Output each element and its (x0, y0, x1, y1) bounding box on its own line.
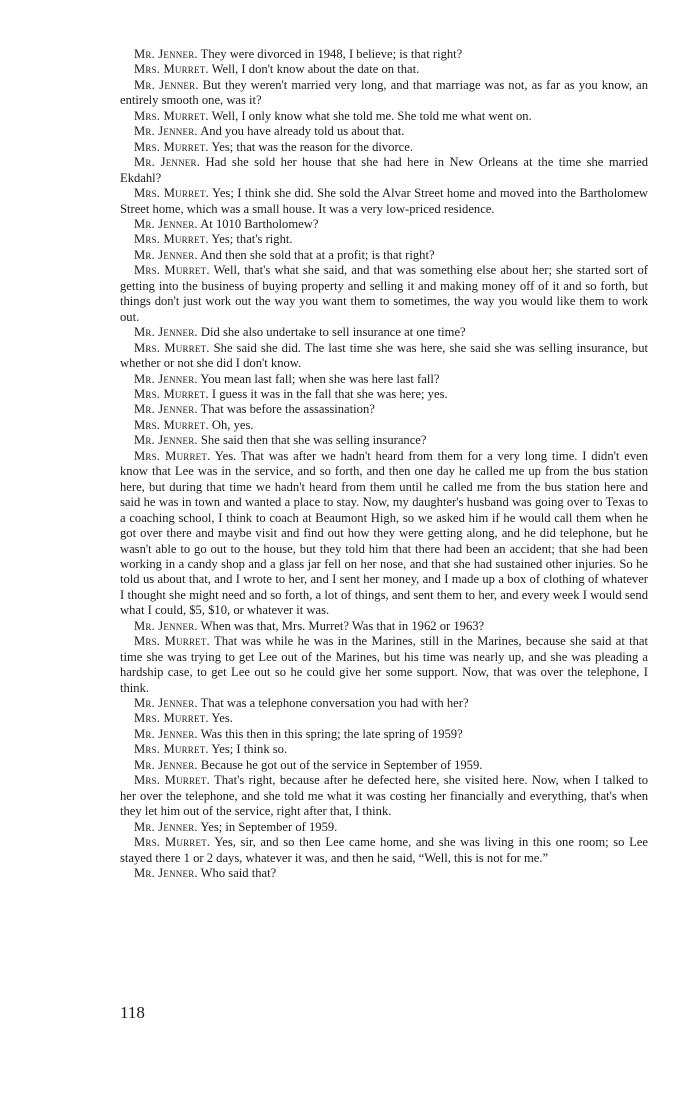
statement-text: Who said that? (197, 866, 277, 881)
statement-text: And then she sold that at a profit; is that right? (197, 247, 435, 262)
speaker-label: Mr. Jenner. (134, 402, 198, 417)
testimony-paragraph (120, 773, 648, 819)
testimony-paragraph (120, 325, 648, 340)
page-number: 118 (120, 1003, 145, 1022)
speaker-label: Mrs. Murret. (134, 742, 209, 757)
speaker-label: Mrs. Murret. (134, 186, 210, 201)
statement-text: But they weren't married very long, and that marriage was not, as far as you know, an entirely smooth one, was it? (120, 77, 649, 108)
statement-text: That's right, because after he defected here, she visited here. Now, when I talked to her over the telephone, and she told me what it was costing her financially and everything, that's when they let him out of the service, right after that, I think. (120, 773, 648, 819)
speaker-label: Mr. Jenner. (134, 325, 198, 340)
testimony-paragraph (120, 449, 648, 619)
testimony-paragraph (120, 140, 648, 155)
statement-text: Yes. (208, 711, 233, 726)
testimony-text (120, 47, 648, 881)
testimony-paragraph (120, 418, 648, 433)
statement-text: Yes; that's right. (208, 232, 293, 247)
statement-text: Yes, sir, and so then Lee came home, and she was living in this one room; so Lee stayed there 1 or 2 days, whatever it was, and then he said, “Well, this is not for me.” (120, 835, 648, 865)
speaker-label: Mr. Jenner. (134, 247, 198, 262)
testimony-paragraph (120, 263, 648, 325)
statement-text: They were divorced in 1948, I believe; is that right? (197, 47, 463, 61)
testimony-paragraph (120, 835, 648, 866)
speaker-label: Mrs. Murret. (134, 62, 209, 77)
speaker-label: Mrs. Murret. (134, 711, 209, 726)
speaker-label: Mrs. Murret. (134, 448, 211, 463)
statement-text: Had she sold her house that she had here in New Orleans at the time she married Ekdahl? (120, 155, 648, 185)
statement-text: Did she also undertake to sell insurance at one time? (197, 325, 466, 340)
speaker-label: Mr. Jenner. (134, 77, 199, 92)
testimony-paragraph (120, 634, 648, 696)
testimony-paragraph (120, 433, 648, 448)
testimony-paragraph (120, 155, 648, 186)
statement-text: You mean last fall; when she was here last fall? (197, 371, 440, 386)
speaker-label: Mr. Jenner. (134, 47, 198, 61)
speaker-label: Mrs. Murret. (134, 386, 209, 401)
statement-text: She said she did. The last time she was here, she said she was selling insurance, but whether or not she did I don't know. (120, 340, 649, 371)
testimony-paragraph (120, 387, 648, 402)
speaker-label: Mrs. Murret. (134, 232, 209, 247)
testimony-paragraph (120, 248, 648, 263)
testimony-paragraph (120, 866, 648, 881)
testimony-paragraph (120, 711, 648, 726)
statement-text: Because he got out of the service in September of 1959. (197, 757, 483, 772)
testimony-paragraph (120, 78, 648, 109)
statement-text: Well, that's what she said, and that was something else about her; she started sort of getting into the business of buying property and selling it and making money off of it and so forth, but things don't just work out the way you want them to sometimes, the way you would like them to work out. (120, 263, 649, 324)
testimony-paragraph (120, 820, 648, 835)
speaker-label: Mrs. Murret. (134, 139, 209, 154)
statement-text: Yes; in September of 1959. (197, 819, 338, 834)
testimony-paragraph (120, 372, 648, 387)
speaker-label: Mrs. Murret. (134, 108, 209, 123)
speaker-label: Mr. Jenner. (134, 757, 198, 772)
speaker-label: Mrs. Murret. (134, 417, 209, 432)
speaker-label: Mr. Jenner. (134, 216, 198, 231)
statement-text: That was while he was in the Marines, still in the Marines, because she said at that time she was trying to get Lee out of the Marines, but his time was nearly up, and she was pleading a hardship case, to get Lee out so he could give her some support. Now, that was over the telephone, I think. (120, 634, 649, 695)
statement-text: She said then that she was selling insurance? (197, 433, 427, 448)
statement-text: Yes. That was after we hadn't heard from them for a very long time. I didn't even know that Lee was in the service, and so forth, and then one day he called me up from the bus station here, but during that time we hadn't heard from them until he called me from the bus station here and said he was in town and wanted a place to stay. Now, my daughter's husband was going over to Texas to a coaching school, I think to coach at Beaumont High, so we asked him if he would call them when he got over there and maybe visit and find out how they were getting along, and he did telephone, but he wasn't able to go out to the house, but they told him that there had been an accident; that she had been working in a candy shop and a glass jar fell on her nose, and that she had sustained other injuries. So he told us about that, and I wrote to her, and I sent her money, and I made up a box of clothing of whatever I thought she might need and so forth, a lot of things, and sent them to her, and every week I would send what I could, $5, $10, or whatever it was. (120, 448, 649, 618)
speaker-label: Mrs. Murret. (134, 773, 210, 788)
speaker-label: Mrs. Murret. (134, 340, 210, 355)
statement-text: At 1010 Bartholomew? (197, 216, 319, 231)
testimony-paragraph (120, 742, 648, 757)
statement-text: Well, I don't know about the date on that. (208, 62, 420, 77)
testimony-paragraph (120, 186, 648, 217)
testimony-paragraph (120, 696, 648, 711)
statement-text: Yes; I think so. (208, 742, 288, 757)
speaker-label: Mr. Jenner. (134, 371, 198, 386)
statement-text: And you have already told us about that. (197, 124, 405, 139)
speaker-label: Mr. Jenner. (134, 155, 201, 170)
speaker-label: Mr. Jenner. (134, 866, 198, 881)
testimony-paragraph (120, 109, 648, 124)
speaker-label: Mr. Jenner. (134, 696, 198, 711)
testimony-paragraph (120, 62, 648, 77)
speaker-label: Mrs. Murret. (134, 835, 211, 850)
testimony-paragraph (120, 124, 648, 139)
speaker-label: Mr. Jenner. (134, 124, 198, 139)
speaker-label: Mr. Jenner. (134, 433, 198, 448)
statement-text: Was this then in this spring; the late spring of 1959? (197, 726, 463, 741)
testimony-paragraph (120, 758, 648, 773)
statement-text: I guess it was in the fall that she was here; yes. (208, 386, 448, 401)
speaker-label: Mrs. Murret. (134, 634, 210, 649)
statement-text: Yes; I think she did. She sold the Alvar Street home and moved into the Bartholomew Street home, which was a small house. It was a very low-priced residence. (120, 186, 649, 216)
testimony-paragraph (120, 341, 648, 372)
testimony-paragraph (120, 47, 648, 62)
statement-text: Oh, yes. (208, 417, 254, 432)
speaker-label: Mr. Jenner. (134, 819, 198, 834)
testimony-paragraph (120, 402, 648, 417)
statement-text: When was that, Mrs. Murret? Was that in 1962 or 1963? (197, 618, 485, 633)
speaker-label: Mr. Jenner. (134, 618, 198, 633)
testimony-paragraph (120, 232, 648, 247)
statement-text: Yes; that was the reason for the divorce. (208, 139, 413, 154)
testimony-paragraph (120, 619, 648, 634)
speaker-label: Mr. Jenner. (134, 726, 198, 741)
speaker-label: Mrs. Murret. (134, 263, 210, 278)
statement-text: Well, I only know what she told me. She told me what went on. (208, 108, 532, 123)
testimony-paragraph (120, 217, 648, 232)
statement-text: That was a telephone conversation you had with her? (197, 696, 469, 711)
testimony-paragraph (120, 727, 648, 742)
statement-text: That was before the assassination? (197, 402, 375, 417)
